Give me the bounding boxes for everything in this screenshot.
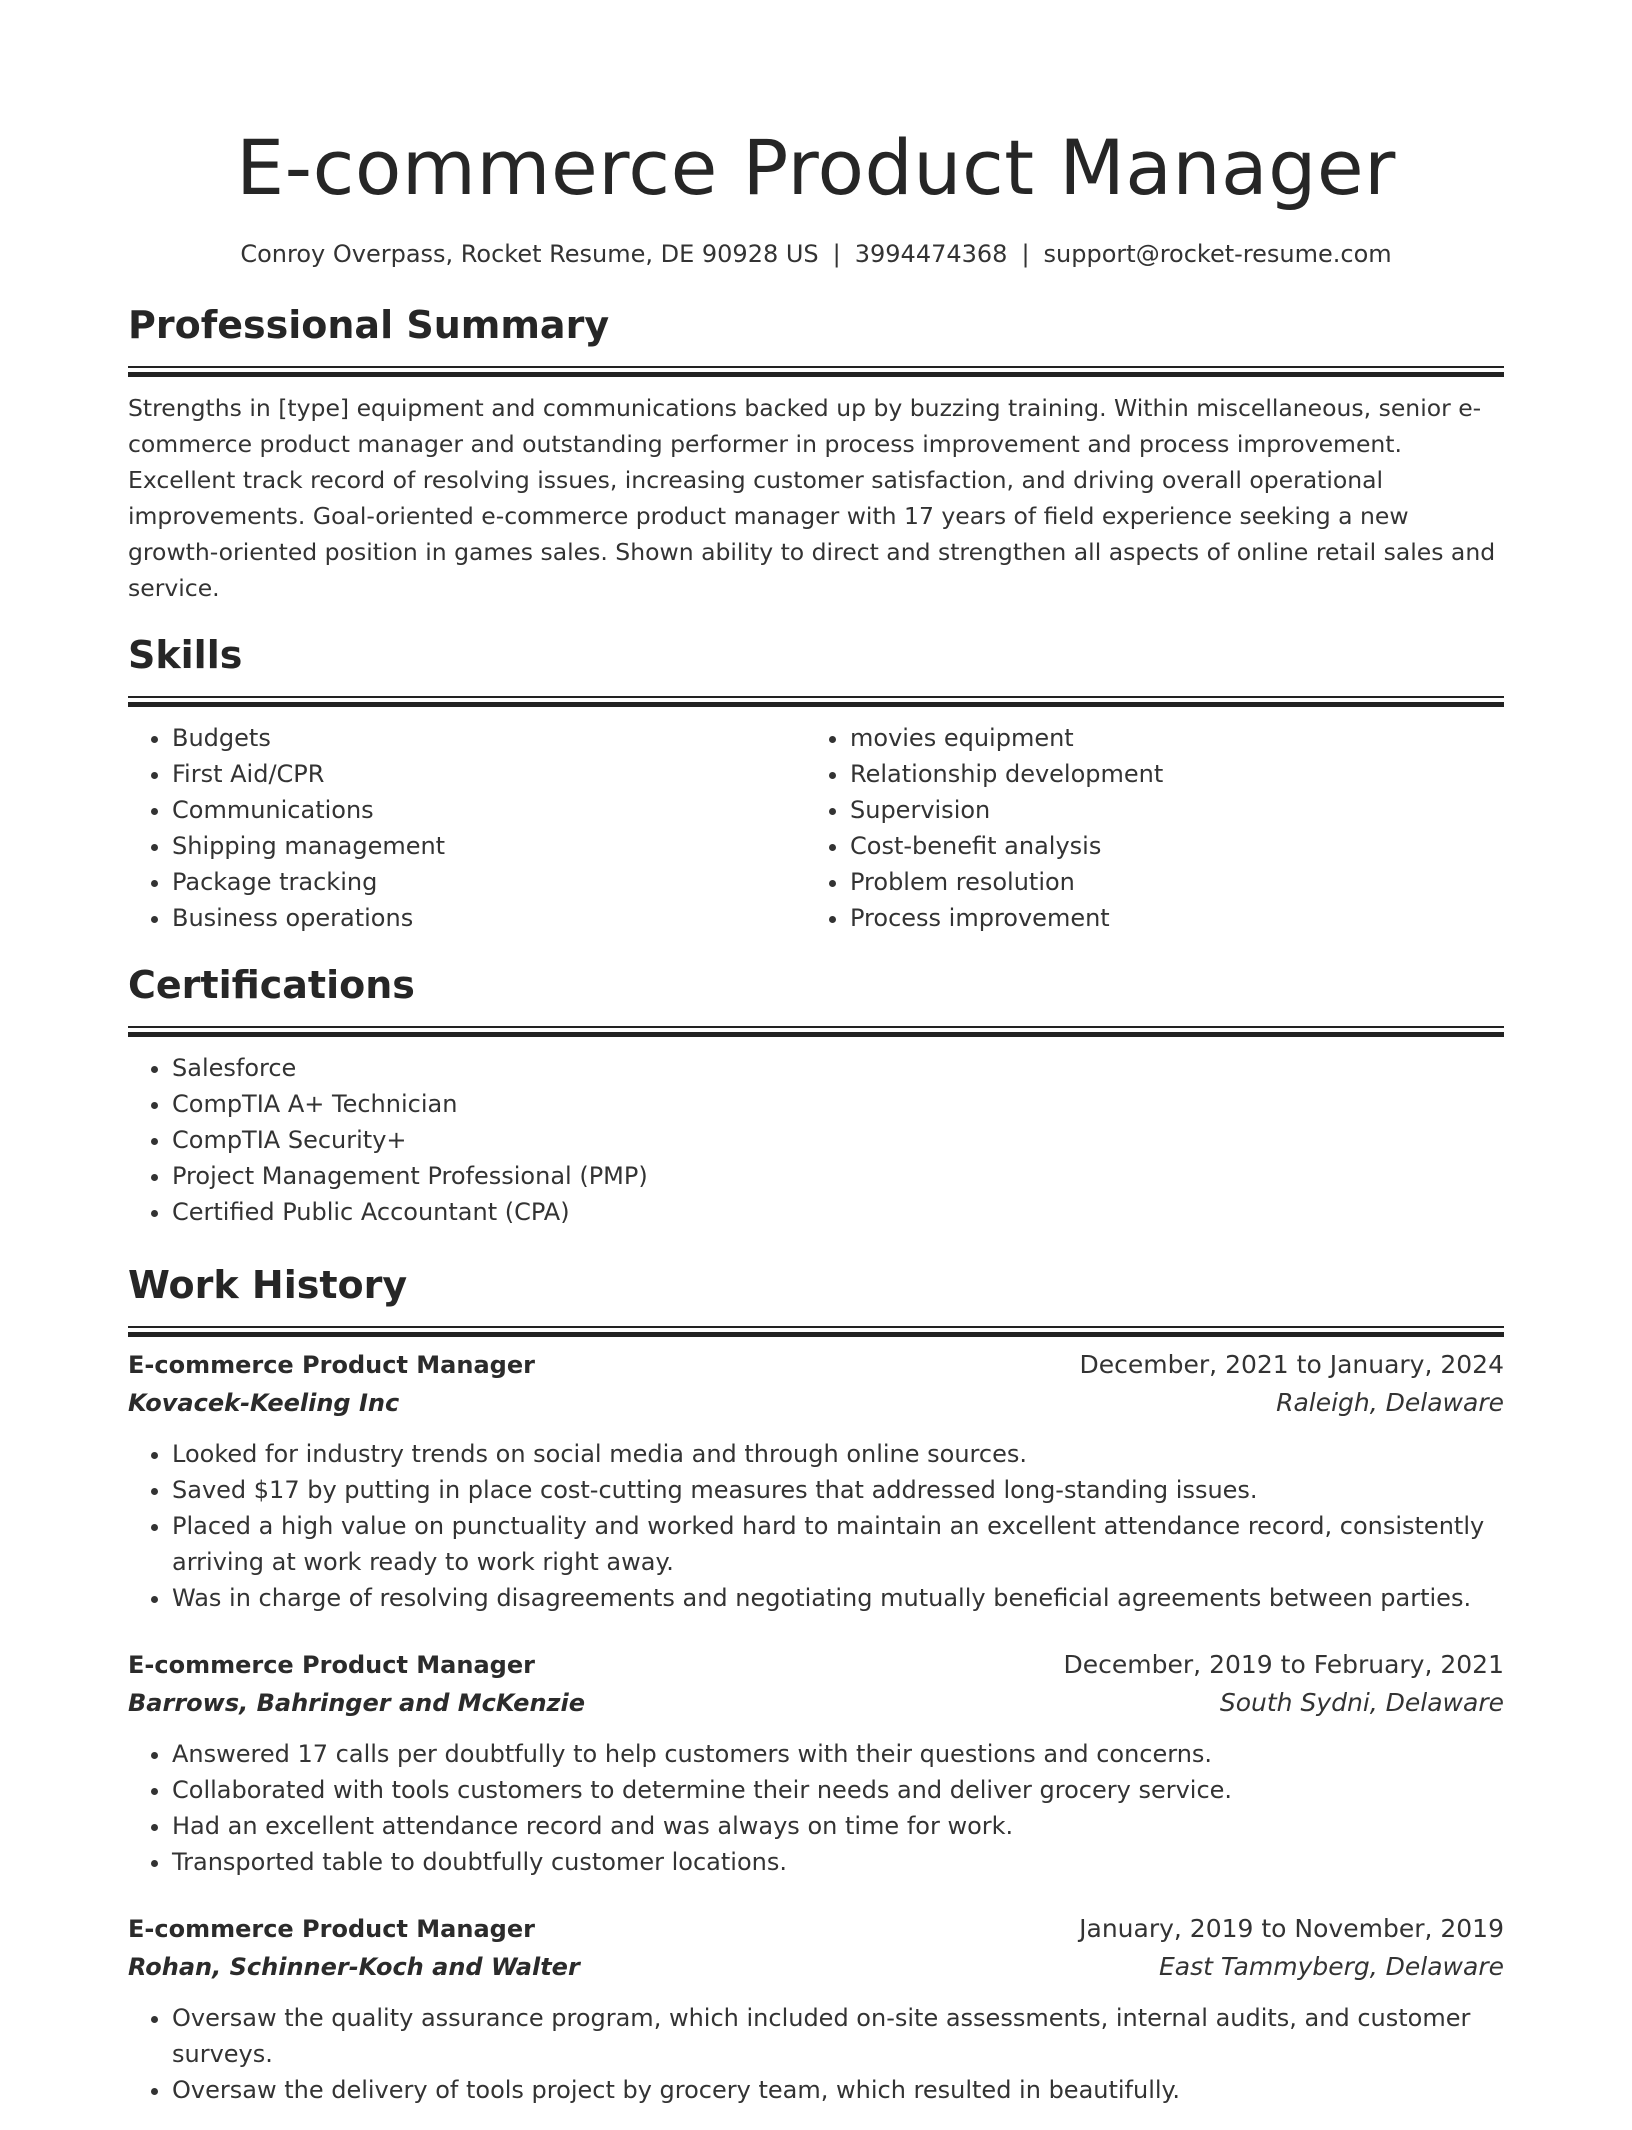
- section-divider: [128, 1026, 1504, 1028]
- job-bullet: • Had an excellent attendance record and was always on time for work.: [172, 1808, 1504, 1844]
- contact-email: support@rocket-resume.com: [1043, 240, 1392, 268]
- section-title-summary: Professional Summary: [128, 303, 610, 347]
- resume-page: [128, 0, 1504, 2130]
- job-dates: December, 2019 to February, 2021: [1063, 1650, 1504, 1679]
- skill-item: • Problem resolution: [850, 864, 1484, 900]
- job-bullet: • Collaborated with tools customers to determine their needs and deliver grocery service.: [172, 1772, 1504, 1808]
- job-header-row: [128, 1346, 1504, 1384]
- job-header-row: [128, 1646, 1504, 1684]
- skill-item: • Package tracking: [172, 864, 806, 900]
- contact-separator: |: [832, 240, 841, 268]
- contact-address: Conroy Overpass, Rocket Resume, DE 90928 US: [240, 240, 819, 268]
- job-location: East Tammyberg, Delaware: [1159, 1952, 1504, 1981]
- skill-item: • Relationship development: [850, 756, 1484, 792]
- job-bullet: • Was in charge of resolving disagreements and negotiating mutually beneficial agreements between parties.: [172, 1580, 1504, 1616]
- job-company-row: [128, 1384, 1504, 1422]
- certifications-section: [128, 960, 1504, 1230]
- job-location: South Sydni, Delaware: [1219, 1688, 1504, 1717]
- job-bullet: • Oversaw the delivery of tools project by grocery team, which resulted in beautifully.: [172, 2072, 1504, 2108]
- job-company-row: [128, 1948, 1504, 1986]
- job-bullet: • Transported table to doubtfully customer locations.: [172, 1844, 1504, 1880]
- job-bullet: • Answered 17 calls per doubtfully to help customers with their questions and concerns.: [172, 1736, 1504, 1772]
- certification-item: • Salesforce: [172, 1050, 1504, 1086]
- job-title: E-commerce Product Manager: [128, 1351, 535, 1379]
- contact-separator: |: [1021, 240, 1030, 268]
- job-bullet: • Looked for industry trends on social media and through online sources.: [172, 1436, 1504, 1472]
- certification-item: • Project Management Professional (PMP): [172, 1158, 1504, 1194]
- certifications-list: [128, 1050, 1504, 1230]
- skills-grid: [128, 720, 1504, 936]
- job-title: E-commerce Product Manager: [128, 1651, 535, 1679]
- job-location: Raleigh, Delaware: [1276, 1388, 1504, 1417]
- contact-line: [128, 238, 1504, 270]
- job-entry: [128, 1346, 1504, 1616]
- job-company: Barrows, Bahringer and McKenzie: [128, 1689, 585, 1717]
- summary-section: [128, 300, 1504, 606]
- job-header-row: [128, 1910, 1504, 1948]
- skill-item: • movies equipment: [850, 720, 1484, 756]
- job-bullet: • Saved $17 by putting in place cost-cutting measures that addressed long-standing issues.: [172, 1472, 1504, 1508]
- section-title-skills: Skills: [128, 633, 243, 677]
- section-divider: [128, 1326, 1504, 1328]
- resume-title: E-commerce Product Manager: [236, 123, 1396, 212]
- certification-item: • CompTIA Security+: [172, 1122, 1504, 1158]
- skill-item: • Shipping management: [172, 828, 806, 864]
- section-title-certifications: Certifications: [128, 963, 415, 1007]
- section-divider: [128, 696, 1504, 698]
- job-title: E-commerce Product Manager: [128, 1915, 535, 1943]
- work-history-section: [128, 1260, 1504, 2108]
- skill-item: • Budgets: [172, 720, 806, 756]
- job-company-row: [128, 1684, 1504, 1722]
- contact-phone: 3994474368: [854, 240, 1008, 268]
- job-dates: December, 2021 to January, 2024: [1079, 1350, 1504, 1379]
- skills-section: [128, 630, 1504, 936]
- skill-item: • Communications: [172, 792, 806, 828]
- skill-item: • Business operations: [172, 900, 806, 936]
- section-title-work-history: Work History: [128, 1263, 408, 1307]
- job-entry: [128, 1646, 1504, 1880]
- skill-item: • Cost-benefit analysis: [850, 828, 1484, 864]
- jobs-list: [128, 1346, 1504, 2108]
- job-bullet: • Placed a high value on punctuality and worked hard to maintain an excellent attendance record, consistently arriving at work ready to work right away.: [172, 1508, 1504, 1580]
- section-divider: [128, 366, 1504, 368]
- certification-item: • Certified Public Accountant (CPA): [172, 1194, 1504, 1230]
- job-dates: January, 2019 to November, 2019: [1079, 1914, 1504, 1943]
- skill-item: • Process improvement: [850, 900, 1484, 936]
- job-bullet: • Oversaw the quality assurance program, which included on-site assessments, internal audits, and customer surveys.: [172, 2000, 1504, 2072]
- skill-item: • Supervision: [850, 792, 1484, 828]
- skills-column-left: [128, 720, 806, 936]
- skill-item: • First Aid/CPR: [172, 756, 806, 792]
- job-entry: [128, 1910, 1504, 2108]
- certification-item: • CompTIA A+ Technician: [172, 1086, 1504, 1122]
- job-company: Rohan, Schinner-Koch and Walter: [128, 1953, 580, 1981]
- summary-text: Strengths in [type] equipment and communications backed up by buzzing training. Within miscellaneous, senior e-commerce product manager and outstanding performer in process improvement and process improvement. Excellent track record of resolving issues, increasing customer satisfaction, and driving overall operational improvements. Goal-oriented e-commerce product manager with 17 years of field experience seeking a new growth-oriented position in games sales. Shown ability to direct and strengthen all aspects of online retail sales and service.: [128, 394, 1496, 602]
- skills-column-right: [806, 720, 1484, 936]
- job-company: Kovacek-Keeling Inc: [128, 1389, 400, 1417]
